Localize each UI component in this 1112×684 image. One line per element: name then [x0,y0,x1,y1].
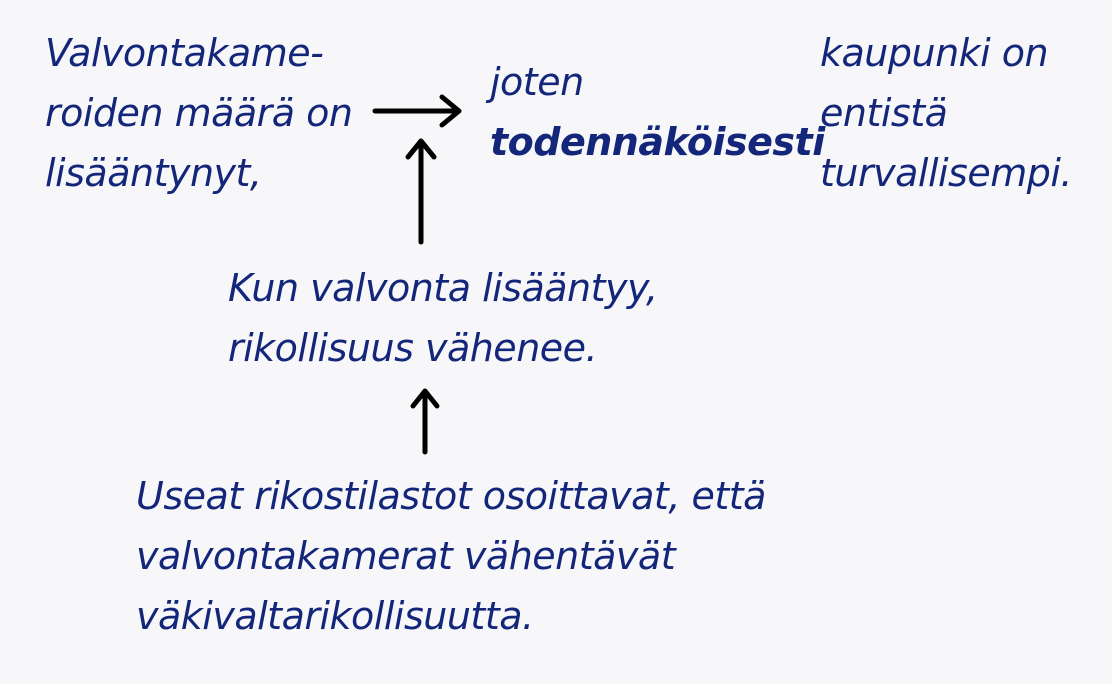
warrant [228,258,658,378]
qualifier [490,52,825,172]
warrant-line-2: rikollisuus vähenee. [228,326,598,370]
backing-line-2: valvontakamerat vähentävät [136,534,676,578]
backing-line-1: Useat rikostilastot osoittavat, että [136,474,766,518]
arrow-up-icon [413,391,437,452]
backing [136,466,766,646]
data-claim-line-3: lisääntynyt, [45,151,262,195]
qualifier-emphasis: todennäköisesti [490,120,825,164]
arrow-right-icon [375,97,459,125]
qualifier-prefix: joten [490,60,584,104]
data-claim-line-2: roiden määrä on [45,91,353,135]
data-claim [45,23,353,203]
conclusion [820,23,1072,203]
conclusion-line-2: entistä [820,91,948,135]
data-claim-line-1: Valvontakame- [45,31,324,75]
conclusion-line-1: kaupunki on [820,31,1049,75]
arrow-up-icon [408,141,434,242]
conclusion-line-3: turvallisempi. [820,151,1073,195]
backing-line-3: väkivaltarikollisuutta. [136,594,534,638]
warrant-line-1: Kun valvonta lisääntyy, [228,266,658,310]
